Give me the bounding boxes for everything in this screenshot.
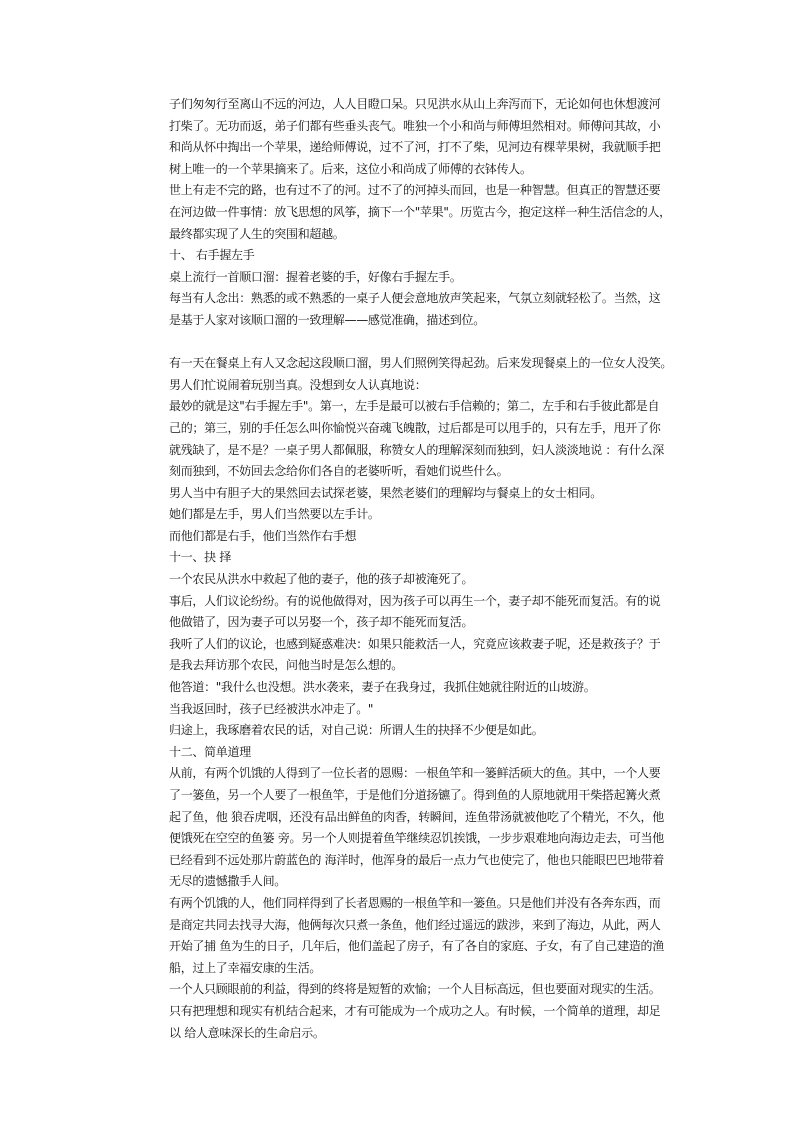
- text-line: 事后，人们议论纷纷。有的说他做得对，因为孩子可以再生一个，妻子却不能死而复活。有的说: [169, 593, 661, 608]
- text-line: 桌上流行一首顺口溜：握着老婆的手，好像右手握左手。: [169, 269, 462, 284]
- text-line: 有一天在餐桌上有人又念起这段顺口溜，男人们照例笑得起劲。后来发现餐桌上的一位女人没笑。: [169, 356, 673, 371]
- text-line: 以 给人意味深长的生命启示。: [169, 1025, 325, 1040]
- text-line: 而他们都是右手，他们当然作右手想: [169, 528, 357, 543]
- text-line: 我听了人们的议论，也感到疑惑难决：如果只能救活一人，究竟应该救妻子呢，还是救孩子？于: [169, 636, 661, 651]
- text-line: 开始了捕 鱼为生的日子，几年后，他们盖起了房子，有了各自的家庭、子女，有了自己建造的渔: [169, 939, 664, 954]
- text-line: 男人当中有胆子大的果然回去试探老婆，果然老婆们的理解均与餐桌上的女士相同。: [169, 485, 602, 500]
- text-line: 子们匆匆行至离山不远的河边，人人目瞪口呆。只见洪水从山上奔泻而下，无论如何也休想渡河: [169, 97, 661, 111]
- text-line: 他答道："我什么也没想。洪水袭来，妻子在我身过，我抓住她就往附近的山坡游。: [169, 680, 596, 695]
- text-line: 当我返回时，孩子已经被洪水冲走了。": [169, 701, 374, 716]
- text-line: 树上唯一的一个苹果摘来了。后来，这位小和尚成了师傅的衣钵传人。: [169, 161, 532, 176]
- text-line: 他做错了，因为妻子可以另娶一个，孩子却不能死而复活。: [169, 615, 474, 630]
- text-line: 和尚从怀中掏出一个苹果，递给师傅说，过不了河，打不了柴，见河边有棵苹果树，我就顺手把: [169, 140, 661, 155]
- text-line: 一个农民从洪水中救起了他的妻子，他的孩子却被淹死了。: [169, 572, 474, 587]
- text-line: 是基于人家对该顺口溜的一致理解——感觉准确，描述到位。: [169, 312, 485, 327]
- text-line: 已经看到不远处那片蔚蓝色的 海洋时，他浑身的最后一点力气也使完了，他也只能眼巴巴地带着: [169, 852, 664, 867]
- text-line: 十一、抉 择: [169, 550, 232, 565]
- text-line: 从前，有两个饥饿的人得到了一位长者的恩赐：一根鱼竿和一篓鲜活硕大的鱼。其中，一个人要: [169, 766, 661, 781]
- text-line: 打柴了。无功而返，弟子们都有些垂头丧气。唯独一个小和尚与师傅坦然相对。师傅问其故，小: [169, 118, 661, 133]
- text-line: 就残缺了，是不是？一桌子男人都佩服，称赞女人的理解深刻而独到，妇人淡淡地说 ：有什么深: [169, 442, 664, 457]
- text-line: 刻而独到，不妨回去念给你们各自的老婆听听，看她们说些什么。: [169, 464, 509, 479]
- text-line: 男人们忙说闹着玩别当真。没想到女人认真地说：: [169, 377, 427, 392]
- text-line: 是商定共同去找寻大海，他俩每次只煮一条鱼，他们经过遥远的跋涉，来到了海边，从此，两人: [169, 917, 661, 932]
- text-line: 归途上，我琢磨着农民的话，对自己说：所谓人生的抉择不少便是如此。: [169, 723, 544, 738]
- text-line: 是我去拜访那个农民，问他当时是怎么想的。: [169, 658, 404, 673]
- text-line: 起了鱼，他 狼吞虎咽，还没有品出鲜鱼的肉香，转瞬间，连鱼带汤就被他吃了个精光，不久，他: [169, 809, 664, 824]
- blank-line: [169, 332, 681, 354]
- text-line: 每当有人念出：熟悉的或不熟悉的一桌子人便会意地放声笑起来，气氛立刻就轻松了。当然，这: [169, 291, 661, 306]
- text-line: 十、 右手握左手: [169, 248, 255, 263]
- text-line: 世上有走不完的路，也有过不了的河。过不了的河掉头而回，也是一种智慧。但真正的智慧还要: [169, 183, 661, 198]
- text-line: 一个人只顾眼前的利益，得到的终将是短暂的欢愉；一个人目标高远，但也要面对现实的生活。: [169, 982, 661, 997]
- text-line: 只有把理想和现实有机结合起来，才有可能成为一个成功之人。有时候，一个简单的道理，却足: [169, 1003, 661, 1018]
- text-line: 在河边做一件事情：放飞思想的风筝，摘下一个"苹果"。历览古今，抱定这样一种生活信念的人，: [169, 204, 671, 219]
- text-line: 了一篓鱼，另一个人要了一根鱼竿，于是他们分道扬镳了。得到鱼的人原地就用干柴搭起篝火煮: [169, 788, 661, 802]
- text-line: 船，过上了幸福安康的生活。: [169, 960, 322, 975]
- text-line: 最终都实现了人生的突围和超越。: [169, 226, 345, 241]
- text-line: 便饿死在空空的鱼篓 旁。另一个人则提着鱼竿继续忍饥挨饿，一步步艰难地向海边走去，可当他: [169, 831, 664, 846]
- text-line: 最妙的就是这"右手握左手"。第一，左手是最可以被右手信赖的；第二，左手和右手彼此都是自: [169, 399, 660, 414]
- text-line: 有两个饥饿的人，他们同样得到了长者恩赐的一根鱼竿和一篓鱼。只是他们并没有各奔东西，而: [169, 895, 661, 910]
- text-line: 无尽的遗憾撒手人间。: [169, 874, 287, 889]
- document-page: [169, 94, 681, 1044]
- text-line: 十二、简单道理: [169, 744, 251, 759]
- text-line: 她们都是左手，男人们当然要以左手计。: [169, 507, 380, 522]
- text-line: 己的；第三，别的手任怎么叫你愉悦兴奋魂飞魄散，过后都是可以甩手的，只有左手，甩开了你: [169, 420, 661, 435]
